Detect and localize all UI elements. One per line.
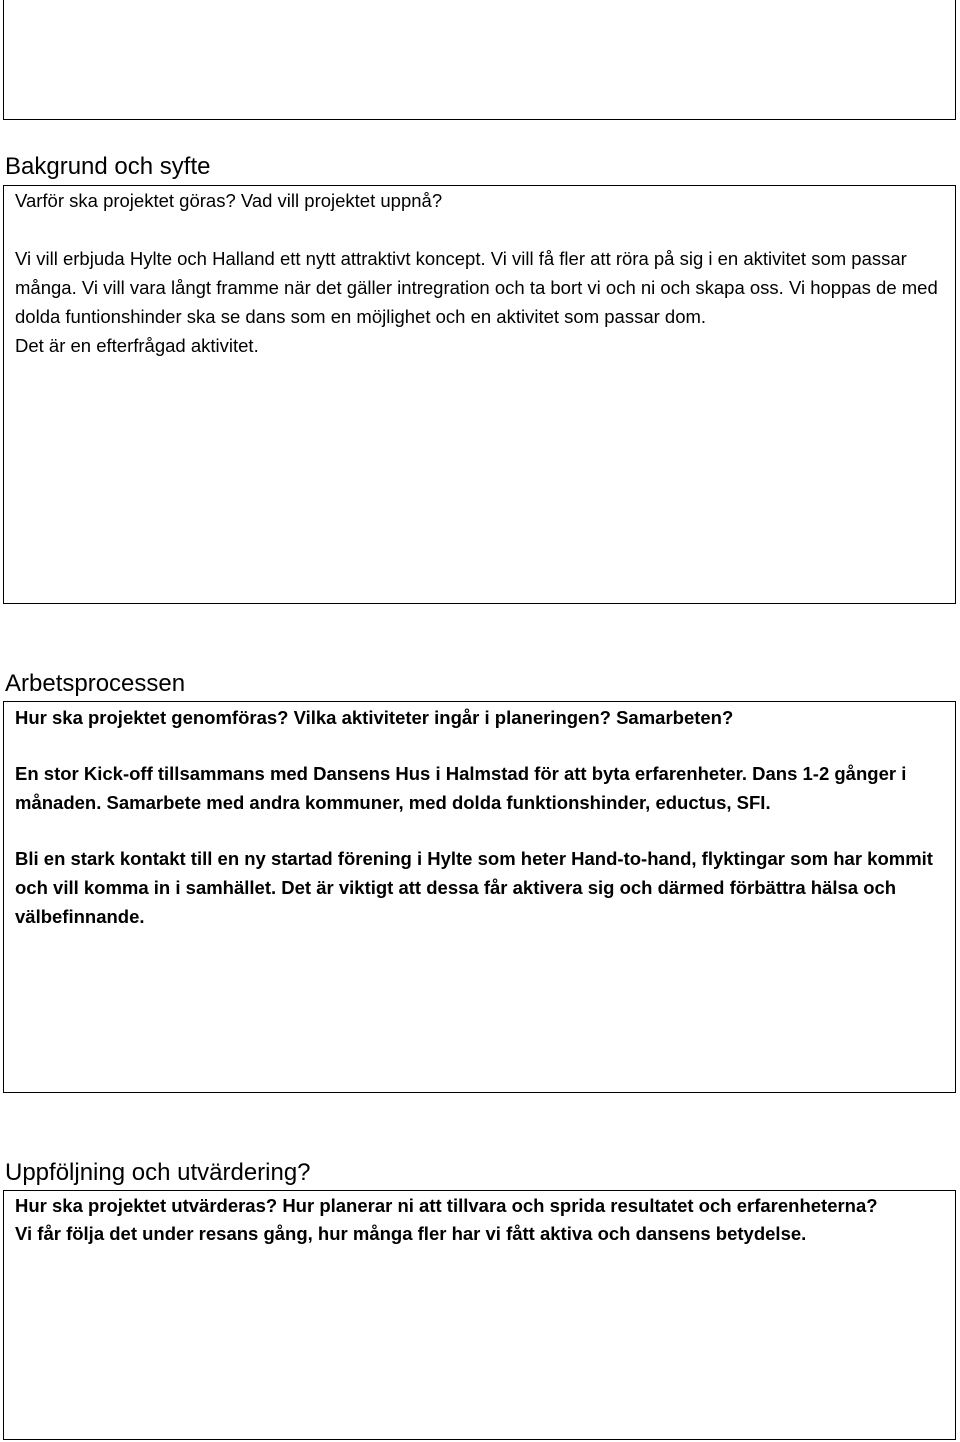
section-box-bakgrund — [3, 185, 956, 604]
section-heading-bakgrund: Bakgrund och syfte — [5, 153, 211, 180]
section-box-arbetsprocessen — [3, 701, 956, 1093]
section-answer-paragraph: Det är en efterfrågad aktivitet. — [15, 335, 259, 356]
section-question-bakgrund: Varför ska projektet göras? Vad vill projektet uppnå? — [15, 190, 443, 211]
section-answer-paragraph: Bli en stark kontakt till en ny startad förening i Hylte som heter Hand-to-hand, flyktingar som har kommit och vill komma in i samhället. Det är viktigt att dessa får aktivera sig och därmed förbättra hälsa och välbefinnande. — [15, 848, 933, 927]
section-heading-uppfoljning: Uppföljning och utvärdering? — [5, 1159, 311, 1186]
section-box-uppfoljning — [3, 1190, 956, 1440]
top-empty-box — [3, 0, 956, 120]
section-heading-arbetsprocessen: Arbetsprocessen — [5, 670, 186, 697]
section-question-uppfoljning: Hur ska projektet utvärderas? Hur planerar ni att tillvara och sprida resultatet och erfarenheterna? — [15, 1195, 878, 1216]
section-answer-paragraph: En stor Kick-off tillsammans med Dansens Hus i Halmstad för att byta erfarenheter. Dans 1-2 gånger i månaden. Samarbete med andra kommuner, med dolda funktionshinder, eductus, SFI. — [15, 763, 907, 813]
section-question-arbetsprocessen: Hur ska projektet genomföras? Vilka aktiviteter ingår i planeringen? Samarbeten? — [15, 707, 734, 728]
section-answer-paragraph: Vi vill erbjuda Hylte och Halland ett nytt attraktivt koncept. Vi vill få fler att röra på sig i en aktivitet som passar många. Vi vill vara långt framme när det gäller intregration och ta bort vi och ni och skapa oss. Vi hoppas de med dolda funtionshinder ska se dans som en möjlighet och en aktivitet som passar dom. — [15, 248, 938, 327]
section-answer-paragraph: Vi får följa det under resans gång, hur många fler har vi fått aktiva och dansens betydelse. — [15, 1223, 807, 1244]
